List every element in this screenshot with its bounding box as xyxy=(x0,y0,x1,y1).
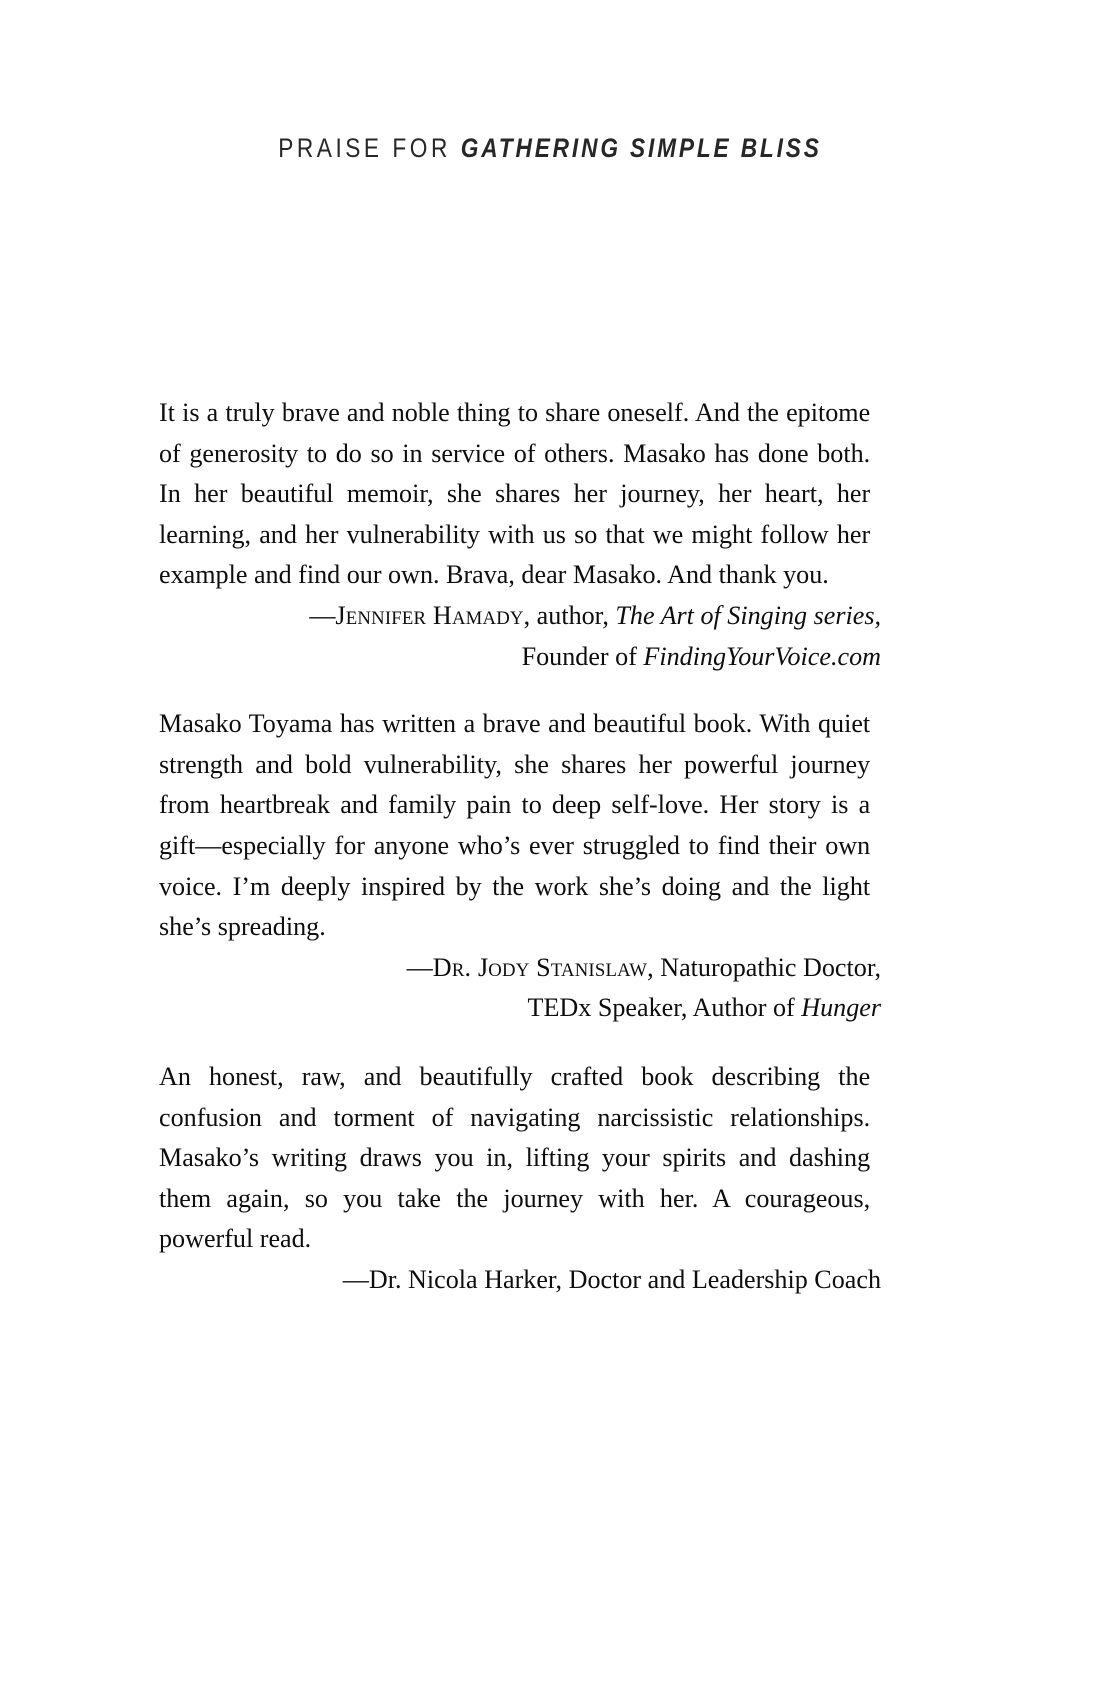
attribution-dash: — xyxy=(342,1263,369,1294)
attribution-work-title: Hunger xyxy=(801,992,881,1023)
testimonial-attribution-line xyxy=(170,1259,881,1300)
attribution-name: Dr. Jody Stanislaw xyxy=(432,951,648,982)
testimonial-attribution-line xyxy=(170,636,881,677)
testimonials-container xyxy=(159,392,881,1299)
attribution-role: , author, xyxy=(523,599,616,630)
testimonial-attribution-line xyxy=(170,595,881,636)
attribution-role: TEDx Speaker, Author of xyxy=(527,992,802,1023)
attribution-role: , Doctor and Leadership Coach xyxy=(555,1263,881,1294)
attribution-role: Founder of xyxy=(521,640,644,671)
testimonial-quote: An honest, raw, and beautifully crafted book describing the confusion and torment of navigating narcissistic relationships. Masako’s writing draws you in, lifting your spirits and dashing them again, so you take the journey with her. A courageous, powerful read. xyxy=(159,1060,871,1254)
attribution-work-title: The Art of Singing series, xyxy=(615,599,881,630)
testimonial-attribution-line xyxy=(170,987,881,1028)
book-title: GATHERING SIMPLE BLISS xyxy=(460,133,822,163)
attribution-dash: — xyxy=(309,599,336,630)
attribution-name: Jennifer Hamady xyxy=(335,599,524,630)
attribution-dash: — xyxy=(406,951,433,982)
attribution-role: , Naturopathic Doctor, xyxy=(647,951,881,982)
praise-for-label: PRAISE FOR xyxy=(278,133,461,163)
testimonial-quote: Masako Toyama has written a brave and beautiful book. With quiet strength and bold vulnerability, she shares her powerful journey from heartbreak and family pain to deep self-love. Her story is a gift—especially for anyone who’s ever struggled to find their own voice. I’m deeply inspired by the work she’s doing and the light she’s spreading. xyxy=(159,708,871,942)
attribution-name: Dr. Nicola Harker xyxy=(368,1263,556,1294)
testimonial-quote: It is a truly brave and noble thing to share oneself. And the epitome of generosity to do so in service of others. Masako has done both. In her beautiful memoir, she shares her journey, her heart, her learning, and her vulnerability with us so that we might follow her example and find our own. Brava, dear Masako. And thank you. xyxy=(159,397,871,590)
page-running-header xyxy=(88,133,1012,164)
attribution-website: FindingYourVoice.com xyxy=(643,640,881,671)
testimonial-attribution-line xyxy=(170,947,881,988)
